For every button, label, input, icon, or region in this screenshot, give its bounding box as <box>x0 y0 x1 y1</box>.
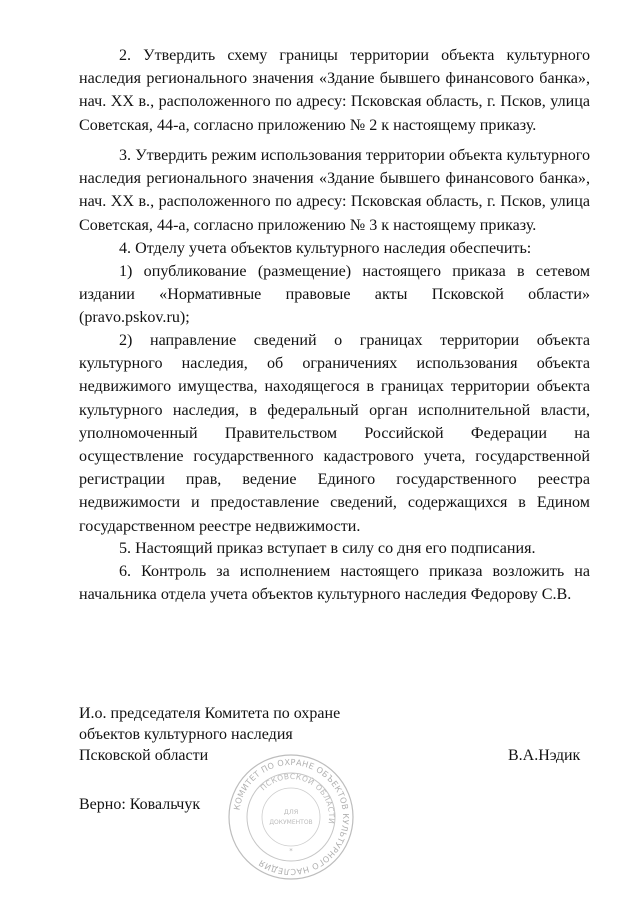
official-seal <box>226 752 356 882</box>
paragraph-item-4: 4. Отделу учета объектов культурного наследия обеспечить: <box>119 240 532 257</box>
seal-inner-text: ПСКОВСКОЙ ОБЛАСТИ <box>258 771 337 825</box>
signatory-position-line-3: Псковской области <box>79 747 209 764</box>
paragraph-item-2: 2. Утвердить схему границы территории объекта культурного наследия регионального значения «Здание бывшего финансового банка», нач. XX в., расположенного по адресу: Псковская область, г. Псков, улица Советская, 44-а, согласно приложению № 2 к настоящему приказу. <box>79 47 590 134</box>
seal-star-icon: * <box>289 847 293 855</box>
seal-center-text-1: ДЛЯ <box>283 808 299 816</box>
paragraph-item-3: 3. Утвердить режим использования территории объекта культурного наследия регионального значения «Здание бывшего финансового банка», нач. XX в., расположенного по адресу: Псковская область, г. Псков, улица Советская, 44-а, согласно приложению № 3 к настоящему приказу. <box>79 147 590 234</box>
signatory-position-line-2: объектов культурного наследия <box>79 726 293 743</box>
paragraph-item-6: 6. Контроль за исполнением настоящего приказа возложить на начальника отдела учета объектов культурного наследия Федорову С.В. <box>79 563 590 604</box>
seal-center-text-2: ДОКУМЕНТОВ <box>269 819 313 826</box>
signatory-position-line-1: И.о. председателя Комитета по охране <box>79 705 341 722</box>
seal-outer-text: КОМИТЕТ ПО ОХРАНЕ ОБЪЕКТОВ КУЛЬТУРНОГО НАСЛЕДИЯ <box>231 756 352 878</box>
signatory-name: В.А.Нэдик <box>508 747 581 764</box>
verified-by: Верно: Ковальчук <box>79 796 201 813</box>
paragraph-item-5: 5. Настоящий приказ вступает в силу со дня его подписания. <box>119 540 536 557</box>
paragraph-item-4-1: 1) опубликование (размещение) настоящего приказа в сетевом издании «Нормативные правовые акты Псковской области» (pravo.pskov.ru); <box>79 263 590 327</box>
seal-graphic <box>226 752 356 882</box>
seal-center-ring <box>262 788 320 846</box>
paragraph-item-4-2: 2) направление сведений о границах территории объекта культурного наследия, об ограничениях использования объекта недвижимого имущества, находящегося в границах территории объекта культурного наследия, в федеральный орган исполнительной власти, уполномоченный Правительством Российской Федерации на осуществление государственного кадастрового учета, государственной регистрации прав, ведение Единого государственного реестра недвижимости и предоставление сведений, содержащихся в Едином государственном реестре недвижимости. <box>79 332 590 535</box>
